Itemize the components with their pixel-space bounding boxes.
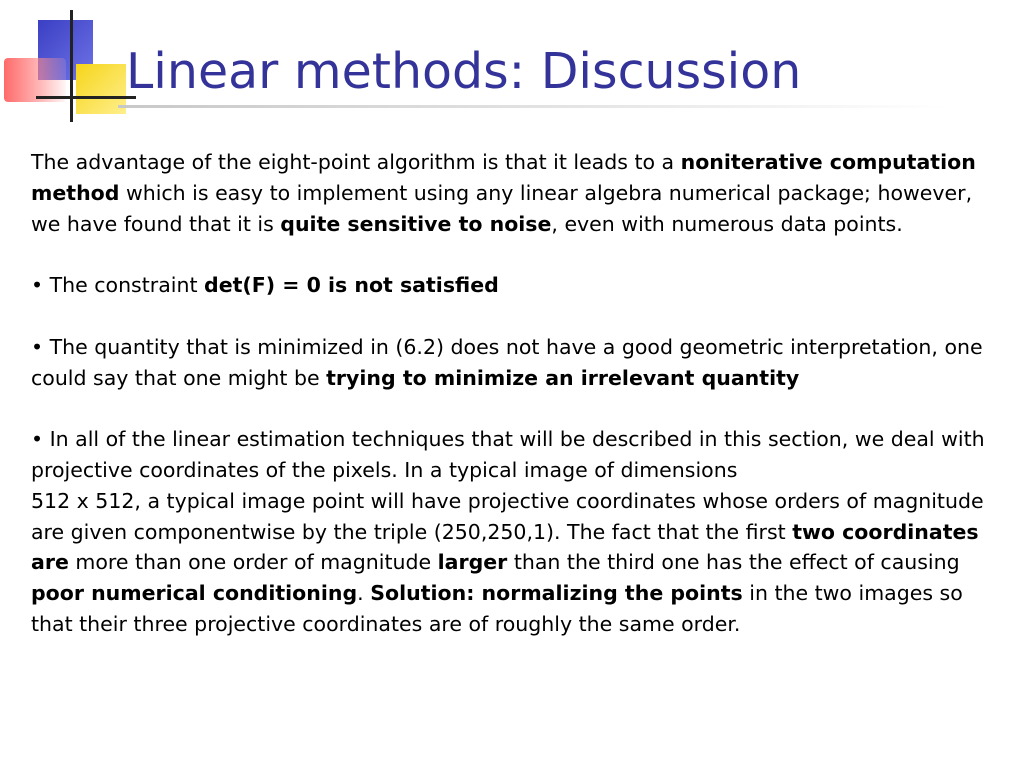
p4-text-5: in the two images so that their three projective coordinates are of roughly the same order. (31, 581, 963, 636)
slide-body (31, 147, 995, 640)
bullet-constraint (31, 270, 995, 301)
title-underline (118, 105, 948, 108)
p1-bold-noise: quite sensitive to noise (280, 211, 552, 236)
p4-text-4: . (357, 581, 371, 606)
p1-text-2: which is easy to implement using any linear algebra numerical package; however, we have found that it is (31, 180, 973, 236)
p4-bold-larger: larger (437, 550, 508, 575)
p4-text-1: • In all of the linear estimation techniques that will be described in this section, we deal with projective coordinates of the pixels. In a typical image of dimensions (31, 427, 985, 482)
logo-horizontal-line (36, 96, 136, 99)
p4-text-2: more than one order of magnitude (68, 550, 438, 575)
paragraph-advantage (31, 147, 995, 239)
p3-text-1: • The quantity that is minimized in (6.2) does not have a good geometric interpretation, one could say that one might be (31, 334, 983, 390)
p2-bold-constraint: det(F) = 0 is not satisfied (204, 273, 499, 298)
p4-text-3: than the third one has the effect of causing (507, 550, 960, 575)
p2-text-1: • The constraint (31, 273, 205, 298)
logo-vertical-line (70, 10, 73, 122)
p1-text-1: The advantage of the eight-point algorithm is that it leads to a (31, 150, 681, 174)
slide-title: Linear methods: Discussion (126, 43, 802, 100)
p3-bold-irrelevant: trying to minimize an irrelevant quantity (326, 365, 800, 390)
bullet-linear-estimation (31, 424, 995, 640)
p4-bold-solution: Solution: normalizing the points (370, 581, 743, 606)
p4-bold-two-coordinates: two coordinates are (31, 519, 979, 575)
p1-text-3: , even with numerous data points. (551, 211, 903, 236)
p4-bold-conditioning: poor numerical conditioning (31, 581, 358, 606)
bullet-quantity (31, 332, 995, 394)
p4-text-1b: 512 x 512, a typical image point will have projective coordinates whose orders of magnitude are given componentwise by the triple (250,250,1). The fact that the first (31, 488, 984, 544)
slide-logo (0, 0, 140, 135)
p1-bold-noniterative: noniterative computation method (31, 150, 976, 205)
